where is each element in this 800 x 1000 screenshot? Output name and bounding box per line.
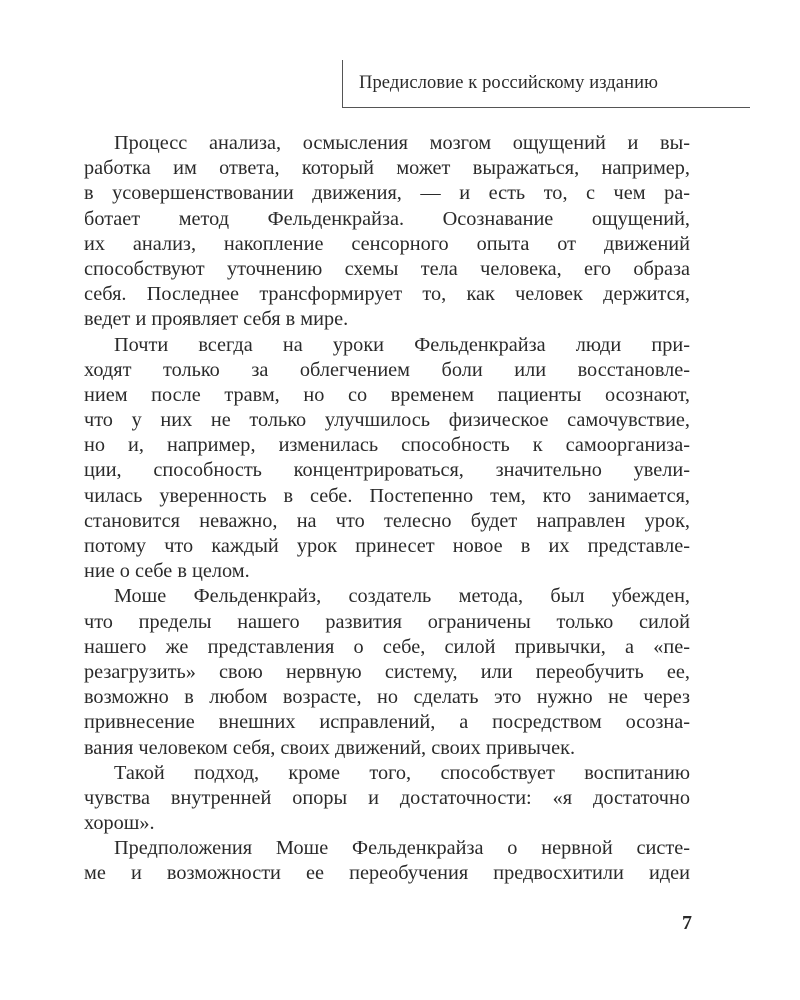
text-line: Почти всегда на уроки Фельденкрайза люди при- [114, 333, 690, 356]
text-line: способствуют уточнению схемы тела человека, его образа [84, 257, 690, 280]
text-line: ботает метод Фельденкрайза. Осознавание ощущений, [84, 207, 690, 230]
text-line: Предположения Моше Фельденкрайза о нервной систе- [114, 837, 690, 860]
text-line: ходят только за облегчением боли или восстановле- [84, 358, 690, 381]
text-line: хорош». [84, 812, 155, 835]
body-text [84, 131, 690, 887]
text-line: Моше Фельденкрайз, создатель метода, был убежден, [114, 585, 690, 608]
text-line: вания человеком себя, своих движений, своих привычек. [84, 736, 576, 759]
text-line: их анализ, накопление сенсорного опыта от движений [84, 232, 690, 255]
text-line: привнесение внешних исправлений, а посредством осозна- [84, 711, 690, 734]
text-line: ме и возможности ее переобучения предвосхитили идеи [84, 862, 690, 885]
text-line: работка им ответа, который может выражаться, например, [84, 157, 690, 180]
text-line: Такой подход, кроме того, способствует воспитанию [114, 761, 690, 784]
text-line: потому что каждый урок принесет новое в их представле- [84, 535, 690, 557]
text-line: чувства внутренней опоры и достаточности: «я достаточно [84, 786, 690, 809]
text-line: нашего же представления о себе, силой привычки, а «пе- [84, 635, 690, 658]
text-line: становится неважно, на что телесно будет направлен урок, [84, 509, 690, 532]
text-line: но и, например, изменилась способность к самоорганиза- [84, 434, 690, 457]
text-line: что пределы нашего развития ограничены только силой [84, 610, 690, 633]
text-line: ведет и проявляет себя в мире. [84, 308, 349, 331]
text-line: в усовершенствовании движения, — и есть то, с чем ра- [84, 182, 690, 205]
text-line: что у них не только улучшилось физическое самочувствие, [84, 409, 690, 432]
text-line: ние о себе в целом. [84, 560, 250, 583]
text-line: чилась уверенность в себе. Постепенно тем, кто занимается, [84, 484, 690, 507]
running-head-title: Предисловие к российскому изданию [359, 73, 659, 93]
text-line: резагрузить» свою нервную систему, или переобучить ее, [84, 660, 690, 683]
text-line: себя. Последнее трансформирует то, как человек держится, [84, 283, 690, 306]
text-line: ции, способность концентрироваться, значительно увели- [84, 459, 690, 482]
running-head [342, 60, 750, 108]
text-line: Процесс анализа, осмысления мозгом ощущений и вы- [114, 132, 690, 154]
page-number: 7 [682, 912, 692, 934]
text-line: возможно в любом возрасте, но сделать это нужно не через [84, 686, 690, 709]
text-line: нием после травм, но со временем пациенты осознают, [84, 383, 690, 406]
